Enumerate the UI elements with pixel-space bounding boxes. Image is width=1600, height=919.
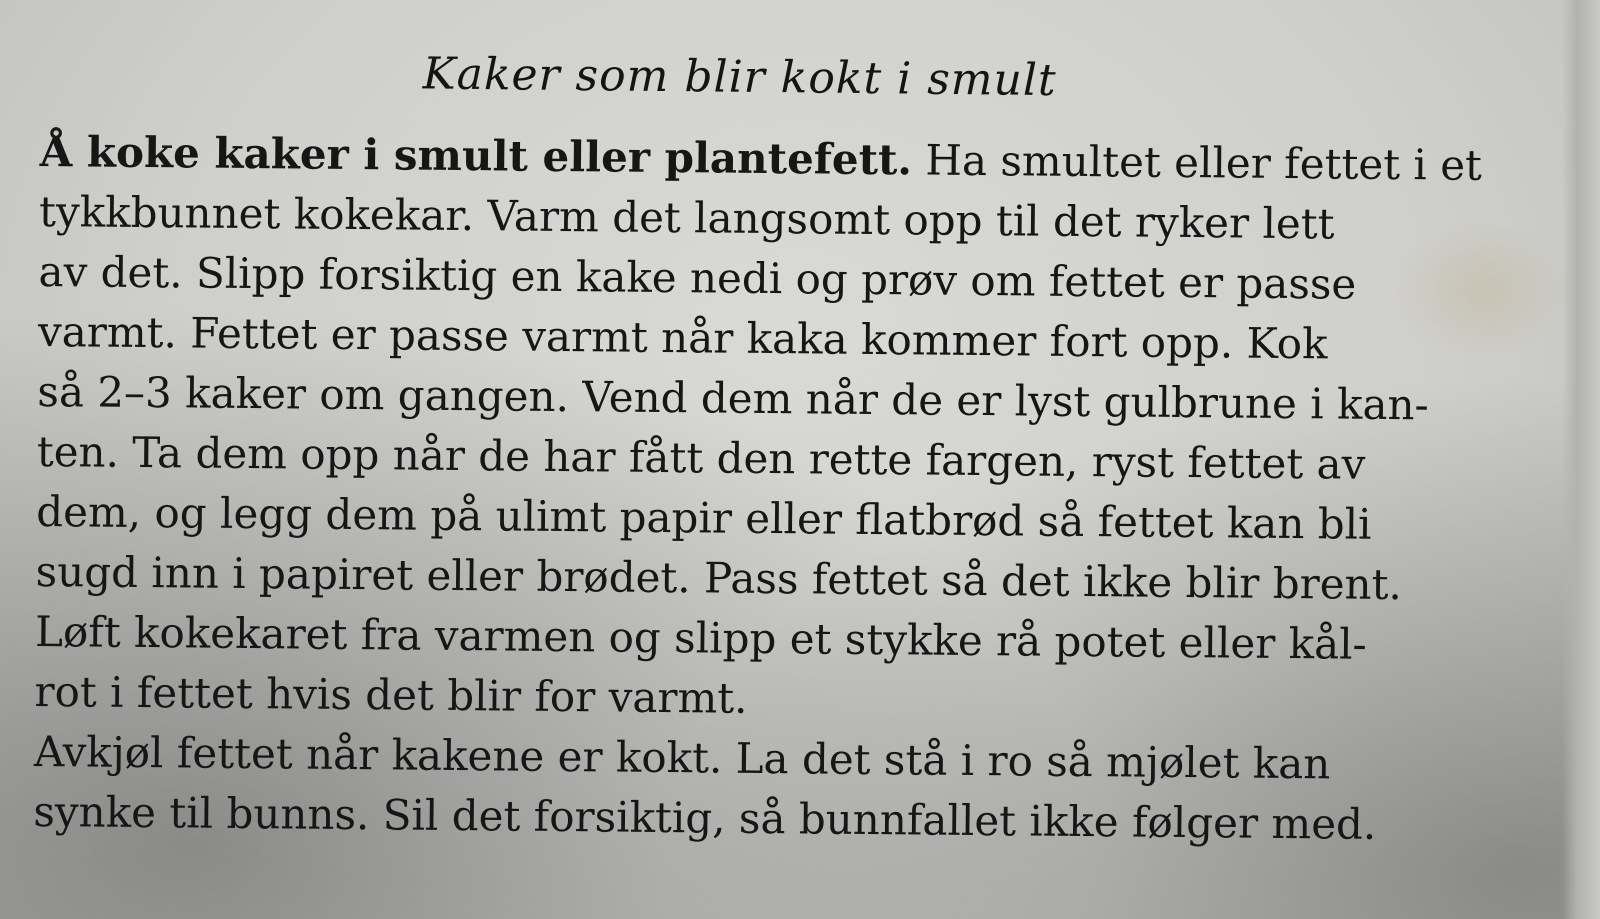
text-line: tykkbunnet kokekar. Varm det langsomt opp til det ryker lett (38, 186, 1335, 249)
text-line: ten. Ta dem opp når de har fått den rette fargen, ryst fettet av (36, 426, 1366, 489)
text-line: Avkjøl fettet når kakene er kokt. La det stå i ro så mjølet kan (33, 726, 1331, 789)
paragraph-text: Ha smultet eller fettet i et (911, 135, 1483, 190)
text-line: Løft kokekaret fra varmen og slipp et stykke rå potet eller kål- (34, 606, 1368, 669)
page-edge (1562, 0, 1600, 919)
text-line: varmt. Fettet er passe varmt når kaka kommer fort opp. Kok (37, 306, 1328, 369)
text-line: av det. Slipp forsiktig en kake nedi og prøv om fettet er passe (38, 246, 1357, 309)
text-line: så 2–3 kaker om gangen. Vend dem når de er lyst gulbrune i kan- (37, 366, 1430, 430)
paragraph-lead: Å koke kaker i smult eller plantefett. (39, 126, 913, 185)
text-line: rot i fettet hvis det blir for varmt. (34, 666, 748, 723)
text-line: dem, og legg dem på ulimt papir eller flatbrød så fettet kan bli (36, 486, 1372, 549)
text-line: synke til bunns. Sil det forsiktig, så bunnfallet ikke følger med. (33, 786, 1377, 849)
recipe-text (33, 122, 1483, 855)
text-line: sugd inn i papiret eller brødet. Pass fettet så det ikke blir brent. (35, 546, 1403, 610)
page-heading: Kaker som blir kokt i smult (422, 48, 1057, 107)
